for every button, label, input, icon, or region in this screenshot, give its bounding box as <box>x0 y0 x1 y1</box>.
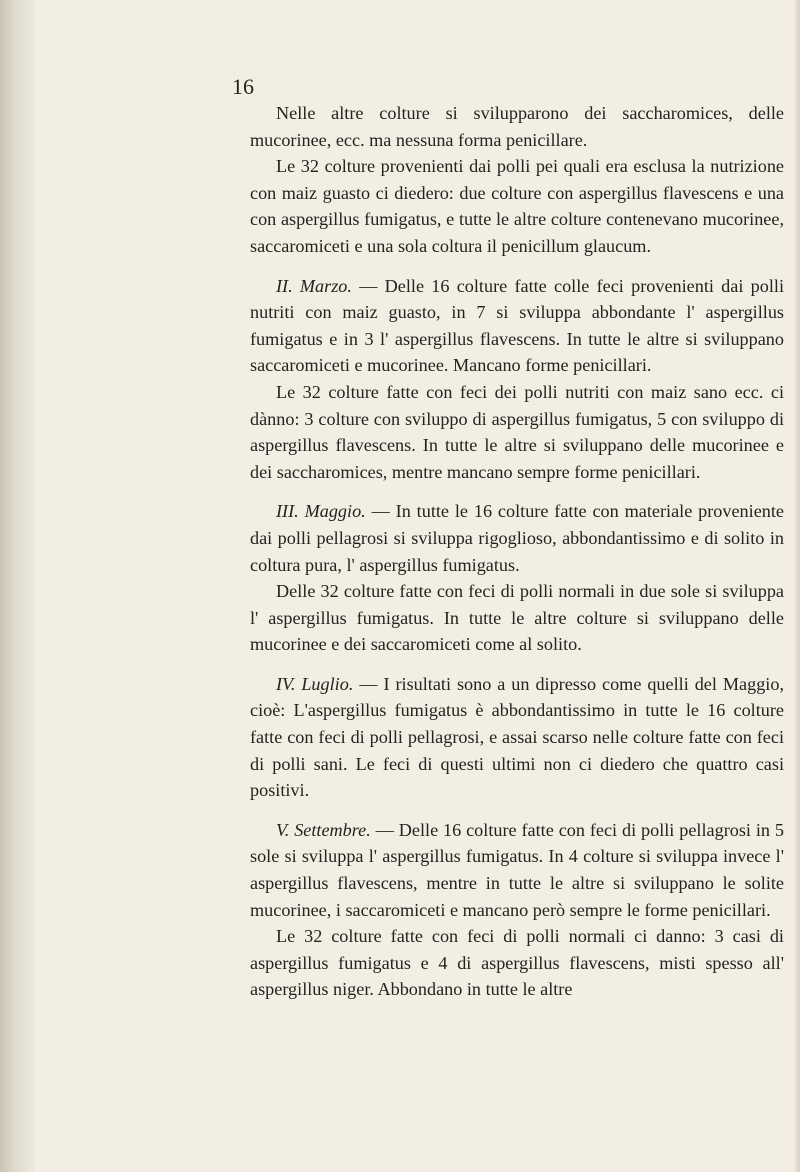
paragraph <box>250 273 784 379</box>
paragraph <box>250 817 784 923</box>
paragraph-text: Delle 32 colture fatte con feci di polli normali in due sole si sviluppa l' aspergillus fumigatus. In tutte le altre colture si sviluppano delle mucorinee e dei saccaromiceti come al solito. <box>250 581 784 655</box>
section-date: IV. Luglio. <box>276 673 354 694</box>
body-text <box>250 100 784 1003</box>
paragraph <box>250 153 784 259</box>
page-number: 16 <box>232 74 254 99</box>
book-spine-shadow <box>0 0 34 1172</box>
paragraph-text: Le 32 colture provenienti dai polli pei quali era esclusa la nutrizione con maiz guasto ci diedero: due colture con aspergillus flavescens e una con aspergillus fumigatus, e tutte le altre colture contenevano mucorinee, saccaromiceti e una sola coltura il penicillum glaucum. <box>250 156 784 256</box>
paragraph-text: Nelle altre colture si svilupparono dei saccharomices, delle mucorinee, ecc. ma nessuna forma penicillare. <box>250 103 784 150</box>
paragraph <box>250 100 784 153</box>
section-date: II. Marzo. <box>276 275 352 296</box>
paragraph-text: — I risultati sono a un dipresso come quelli del Maggio, cioè: L'aspergillus fumigatus è abbondantissimo in tutte le 16 colture fatte con feci di polli pellagrosi, e assai scarso nelle colture fatte con feci di polli sani. Le feci di questi ultimi non ci diedero che quattro casi positivi. <box>250 673 784 801</box>
paragraph-text: — Delle 16 colture fatte con feci di polli pellagrosi in 5 sole si sviluppa l' aspergillus fumigatus. In 4 colture si sviluppa invece l' aspergillus flavescens, mentre in tutte le altre si sviluppano le solite mucorinee, i saccaromiceti e mancano però sempre le forme penicillari. <box>250 819 784 920</box>
paragraph-text: Le 32 colture fatte con feci di polli normali ci danno: 3 casi di aspergillus fumigatus e 4 di aspergillus flavescens, misti spesso all' aspergillus niger. Abbondano in tutte le altre <box>250 926 784 1000</box>
paragraph <box>250 379 784 485</box>
paragraph-text: Le 32 colture fatte con feci dei polli nutriti con maiz sano ecc. ci dànno: 3 colture con sviluppo di aspergillus fumigatus, 5 con sviluppo di aspergillus flavescens. In tutte le altre si sviluppano delle mucorinee e dei saccharomices, mentre mancano sempre forme penicillari. <box>250 381 784 482</box>
paragraph-text: — Delle 16 colture fatte colle feci provenienti dai polli nutriti con maiz guasto, in 7 si sviluppa abbondante l' aspergillus fumigatus e in 3 l' aspergillus flavescens. In tutte le altre si sviluppano saccaromiceti e mucorinee. Mancano forme penicillari. <box>250 275 784 376</box>
paragraph <box>250 578 784 658</box>
paragraph <box>250 923 784 1003</box>
page-edge <box>794 0 800 1172</box>
section-date: V. Settembre. <box>276 819 371 840</box>
section-date: III. Maggio. <box>276 501 366 522</box>
paragraph <box>250 498 784 578</box>
paragraph <box>250 671 784 804</box>
paragraph-text: — In tutte le 16 colture fatte con materiale proveniente dai polli pellagrosi si sviluppa rigoglioso, abbondantissimo e di solito in coltura pura, l' aspergillus fumigatus. <box>250 501 784 575</box>
